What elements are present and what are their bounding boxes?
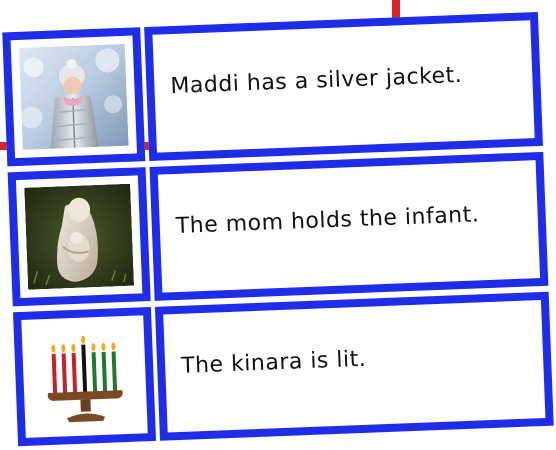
card-row xyxy=(2,12,547,173)
mother-infant-statue-photo-icon xyxy=(24,184,134,290)
picture-card xyxy=(8,167,151,306)
picture-card xyxy=(13,307,156,446)
girl-silver-jacket-photo-icon xyxy=(19,44,129,150)
sentence-card-stack xyxy=(2,4,556,450)
sentence-card xyxy=(150,152,549,301)
kinara-candles-icon xyxy=(30,324,140,430)
sentence-card xyxy=(144,12,543,161)
sentence-text: The kinara is lit. xyxy=(180,346,367,379)
sentence-text: Maddi has a silver jacket. xyxy=(169,62,463,100)
card-row xyxy=(8,152,553,313)
card-row xyxy=(13,292,556,450)
sentence-card xyxy=(155,292,554,441)
sentence-text: The mom holds the infant. xyxy=(175,202,480,239)
picture-card xyxy=(2,27,145,166)
